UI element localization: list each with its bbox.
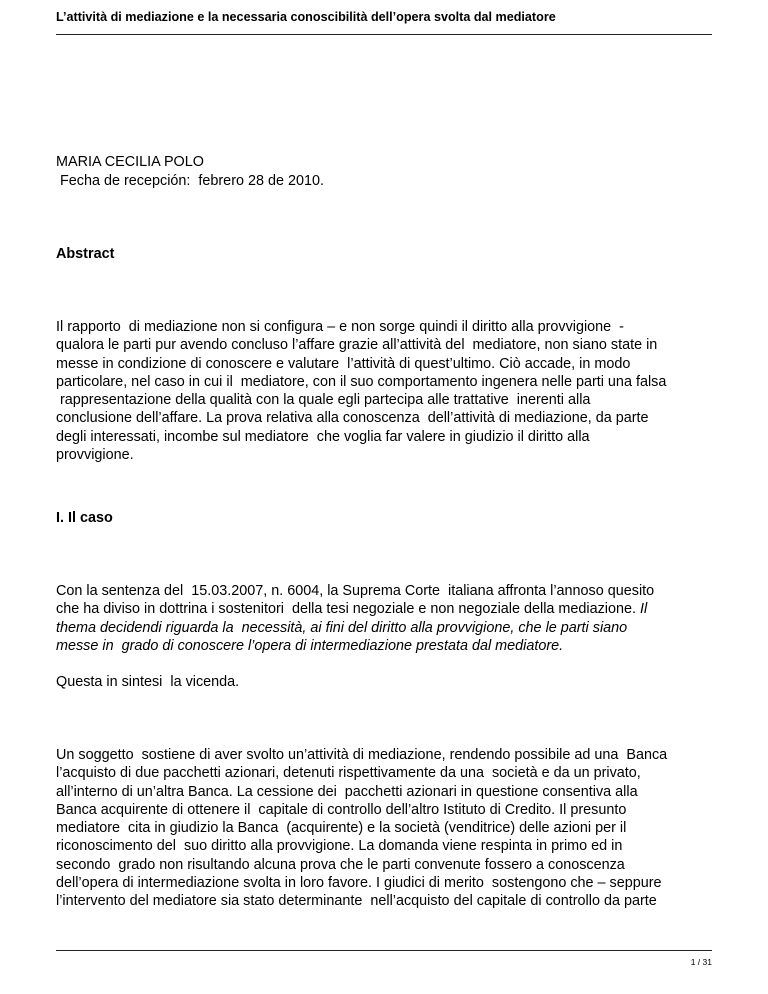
abstract-line: qualora le parti pur avendo concluso l’affare grazie all’attività del mediatore, non siano state in xyxy=(56,337,658,354)
body-line: secondo grado non risultando alcuna prova che le parti convenute fossero a conoscenza xyxy=(56,856,625,873)
header-divider xyxy=(56,34,712,35)
intro-line: Con la sentenza del 15.03.2007, n. 6004, la Suprema Corte italiana affronta l’annoso quesito xyxy=(56,583,655,599)
thema-decidendi-line: messe in grado di conoscere l’opera di intermediazione prestata dal mediatore. xyxy=(56,637,564,654)
sintesi-line: Questa in sintesi la vicenda. xyxy=(56,674,240,690)
abstract-line: conclusione dell’affare. La prova relativa alla conoscenza dell’attività di mediazione, da parte xyxy=(56,410,649,427)
abstract-paragraph xyxy=(56,318,716,464)
abstract-line: particolare, nel caso in cui il mediatore, con il suo comportamento ingenera nelle parti una falsa xyxy=(56,373,667,390)
reception-date: Fecha de recepción: febrero 28 de 2010. xyxy=(56,173,325,189)
intro-paragraph xyxy=(56,582,716,655)
intro-line xyxy=(56,600,716,618)
body-line: Un soggetto sostiene di aver svolto un’attività di mediazione, rendendo possibile ad una Banca xyxy=(56,747,668,763)
abstract-line: Il rapporto di mediazione non si configura – e non sorge quindi il diritto alla provvigione - xyxy=(56,319,624,335)
author-name: MARIA CECILIA POLO xyxy=(56,154,204,170)
body-line: dell’opera di intermediazione svolta in loro favore. I giudici di merito sostengono che – seppure xyxy=(56,875,662,892)
body-line: l’acquisto di due pacchetti azionari, detenuti rispettivamente da una società e da un privato, xyxy=(56,765,641,782)
section-heading-il-caso: I. Il caso xyxy=(56,510,113,526)
abstract-heading: Abstract xyxy=(56,246,115,262)
page-number: 1 / 31 xyxy=(690,957,712,967)
body-line: mediatore cita in giudizio la Banca (acquirente) e la società (venditrice) delle azioni per il xyxy=(56,820,627,837)
body-line: l’intervento del mediatore sia stato determinante nell’acquisto del capitale di controllo da parte xyxy=(56,893,657,910)
footer-divider xyxy=(56,950,712,951)
body-line: all’interno di un’altra Banca. La cessione dei pacchetti azionari in questione consentiva alla xyxy=(56,783,638,800)
abstract-line: rappresentazione della qualità con la quale egli partecipa alle trattative inerenti alla xyxy=(56,392,591,409)
abstract-line: provvigione. xyxy=(56,447,134,464)
body-line: Banca acquirente di ottenere il capitale di controllo dell’altro Istituto di Credito. Il presunto xyxy=(56,801,627,818)
page-header-title: L’attività di mediazione e la necessaria conoscibilità dell’opera svolta dal mediatore xyxy=(56,10,556,24)
body-line: riconoscimento del suo diritto alla provvigione. La domanda viene respinta in primo ed in xyxy=(56,838,623,855)
intro-line-plain: che ha diviso in dottrina i sostenitori della tesi negoziale e non negoziale della mediazione. xyxy=(56,601,640,618)
intro-line-italic: Il xyxy=(640,601,648,618)
abstract-line: degli interessati, incombe sul mediatore che voglia far valere in giudizio il diritto alla xyxy=(56,428,590,445)
thema-decidendi-line: thema decidendi riguarda la necessità, ai fini del diritto alla provvigione, che le parti siano xyxy=(56,619,628,636)
abstract-line: messe in condizione di conoscere e valutare l’attività di quest’ultimo. Ciò accade, in modo xyxy=(56,355,631,372)
case-body-paragraph xyxy=(56,746,716,911)
